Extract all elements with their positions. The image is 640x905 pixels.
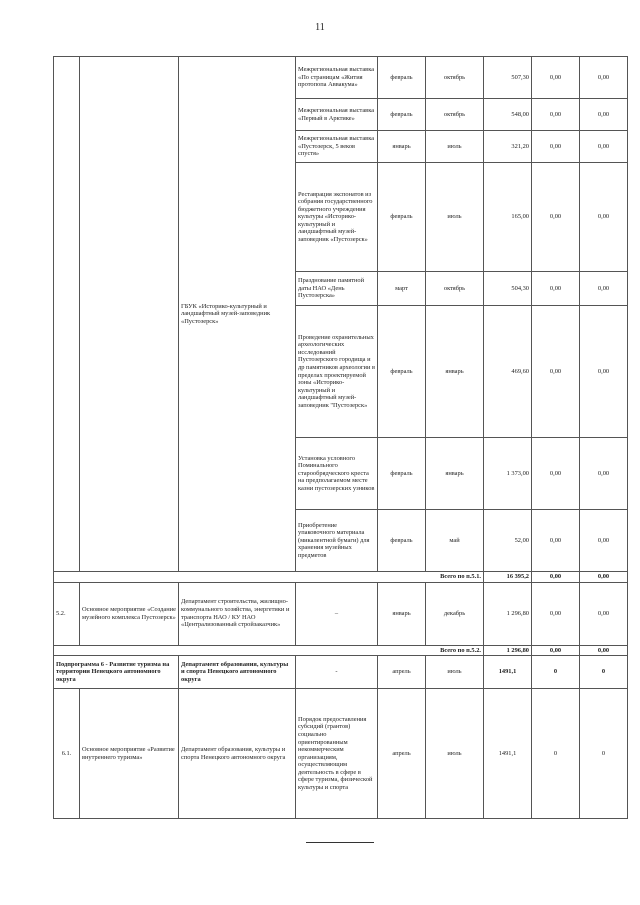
cell-value-3: 0,00 xyxy=(580,272,628,306)
cell-value-3: 0,00 xyxy=(580,163,628,272)
cell-event: Реставрация экспонатов из собрания государственного бюджетного учреждения культуры «Историко-культурный и ландшафтный музей-заповедник «Пустозерск» xyxy=(296,163,378,272)
cell-start: январь xyxy=(378,582,426,645)
cell-end: декабрь xyxy=(426,582,484,645)
cell-value-1: 548,00 xyxy=(484,99,532,131)
cell-start: февраль xyxy=(378,510,426,572)
cell-value-1: 504,30 xyxy=(484,272,532,306)
subprogram-row xyxy=(54,656,628,689)
cell-num xyxy=(54,57,80,572)
cell-executor: Департамент образования, культуры и спорта Ненецкого автономного округа xyxy=(179,689,296,819)
cell-event: – xyxy=(296,582,378,645)
cell-value-2: 0,00 xyxy=(532,582,580,645)
cell-value-3: 0,00 xyxy=(580,57,628,99)
cell-value-3: 0,00 xyxy=(580,510,628,572)
cell-value-1: 1 373,00 xyxy=(484,438,532,510)
cell-start: апрель xyxy=(378,689,426,819)
cell-value-2: 0,00 xyxy=(532,306,580,438)
subprogram-title: Подпрограмма 6 - Развитие туризма на территории Ненецкого автономного округа xyxy=(54,656,179,689)
subprogram-executor: Департамент образования, культуры и спорта Ненецкого автономного округа xyxy=(179,656,296,689)
cell-start: февраль xyxy=(378,306,426,438)
cell-event: Межрегиональная выставка «Пустозерск, 5 веков спустя» xyxy=(296,131,378,163)
cell-event: Межрегиональная выставка «По страницам «Жития протопопа Аввакума» xyxy=(296,57,378,99)
cell-start: март xyxy=(378,272,426,306)
cell-title: Основное мероприятие «Создание музейного комплекса Пустозерск» xyxy=(80,582,179,645)
cell-value-2: 0 xyxy=(532,689,580,819)
cell-event: Приобретение упаковочного материала (микалентной бумаги) для хранения музейных предметов xyxy=(296,510,378,572)
total-value-2: 0,00 xyxy=(532,645,580,656)
total-label: Всего по п.5.1. xyxy=(54,572,484,583)
cell-title xyxy=(80,57,179,572)
cell-start: февраль xyxy=(378,163,426,272)
cell-value-2: 0,00 xyxy=(532,57,580,99)
cell-event: - xyxy=(296,656,378,689)
cell-value-2: 0,00 xyxy=(532,272,580,306)
cell-value-1: 52,00 xyxy=(484,510,532,572)
cell-value-1: 165,00 xyxy=(484,163,532,272)
total-value-1: 16 395,2 xyxy=(484,572,532,583)
cell-end: январь xyxy=(426,438,484,510)
table-row xyxy=(54,582,628,645)
total-row xyxy=(54,572,628,583)
cell-end: октябрь xyxy=(426,99,484,131)
cell-end: январь xyxy=(426,306,484,438)
cell-event: Проведение охранительных археологических исследований Пустозерского городища и др памятников археологии в пределах проектируемой зоны «Историко-культурный и ландшафтный музей-заповедник "Пустозерск» xyxy=(296,306,378,438)
cell-end: октябрь xyxy=(426,272,484,306)
total-value-3: 0,00 xyxy=(580,645,628,656)
cell-event: Установка условного Поминального старообрядческого креста на предполагаемом месте казни пустозерских узников xyxy=(296,438,378,510)
cell-value-2: 0,00 xyxy=(532,163,580,272)
cell-value-1: 321,20 xyxy=(484,131,532,163)
cell-event: Межрегиональная выставка «Первый в Арктике» xyxy=(296,99,378,131)
cell-value-2: 0 xyxy=(532,656,580,689)
cell-value-1: 1 296,80 xyxy=(484,582,532,645)
cell-value-2: 0,00 xyxy=(532,510,580,572)
cell-end: июль xyxy=(426,163,484,272)
cell-event: Порядок предоставления субсидий (грантов) социально ориентированным некоммерческим организациям, осуществляющим деятельность в сфере в сфере туризма, физической культуры и спорта xyxy=(296,689,378,819)
cell-event: Празднование памятной даты НАО «День Пустозерска» xyxy=(296,272,378,306)
cell-title: Основное мероприятие «Развитие внутреннего туризма» xyxy=(80,689,179,819)
cell-value-1: 469,60 xyxy=(484,306,532,438)
cell-value-2: 0,00 xyxy=(532,99,580,131)
cell-num: 6.1. xyxy=(54,689,80,819)
cell-start: февраль xyxy=(378,99,426,131)
cell-executor: Департамент строительства, жилищно-коммунального хозяйства, энергетики и транспорта НАО / КУ НАО «Централизованный стройзаказчик» xyxy=(179,582,296,645)
cell-executor: ГБУК «Историко-культурный и ландшафтный музей-заповедник «Пустозерск» xyxy=(179,57,296,572)
cell-value-1: 1491,1 xyxy=(484,656,532,689)
cell-value-3: 0,00 xyxy=(580,582,628,645)
cell-start: февраль xyxy=(378,438,426,510)
cell-value-2: 0,00 xyxy=(532,438,580,510)
total-row xyxy=(54,645,628,656)
total-label: Всего по п.5.2. xyxy=(54,645,484,656)
footer-divider xyxy=(306,842,374,843)
program-events-table xyxy=(53,56,628,819)
cell-start: февраль xyxy=(378,57,426,99)
cell-value-3: 0,00 xyxy=(580,131,628,163)
total-value-1: 1 296,80 xyxy=(484,645,532,656)
cell-value-1: 1491,1 xyxy=(484,689,532,819)
cell-end: июль xyxy=(426,656,484,689)
cell-start: январь xyxy=(378,131,426,163)
cell-value-2: 0,00 xyxy=(532,131,580,163)
cell-value-3: 0,00 xyxy=(580,438,628,510)
cell-value-3: 0,00 xyxy=(580,306,628,438)
cell-end: июль xyxy=(426,131,484,163)
page-number: 11 xyxy=(315,22,325,33)
cell-num: 5.2. xyxy=(54,582,80,645)
table-row xyxy=(54,689,628,819)
cell-value-3: 0 xyxy=(580,689,628,819)
cell-value-3: 0 xyxy=(580,656,628,689)
cell-end: июль xyxy=(426,689,484,819)
cell-value-3: 0,00 xyxy=(580,99,628,131)
cell-end: октябрь xyxy=(426,57,484,99)
cell-value-1: 507,30 xyxy=(484,57,532,99)
table-row xyxy=(54,57,628,99)
cell-end: май xyxy=(426,510,484,572)
cell-start: апрель xyxy=(378,656,426,689)
total-value-3: 0,00 xyxy=(580,572,628,583)
total-value-2: 0,00 xyxy=(532,572,580,583)
